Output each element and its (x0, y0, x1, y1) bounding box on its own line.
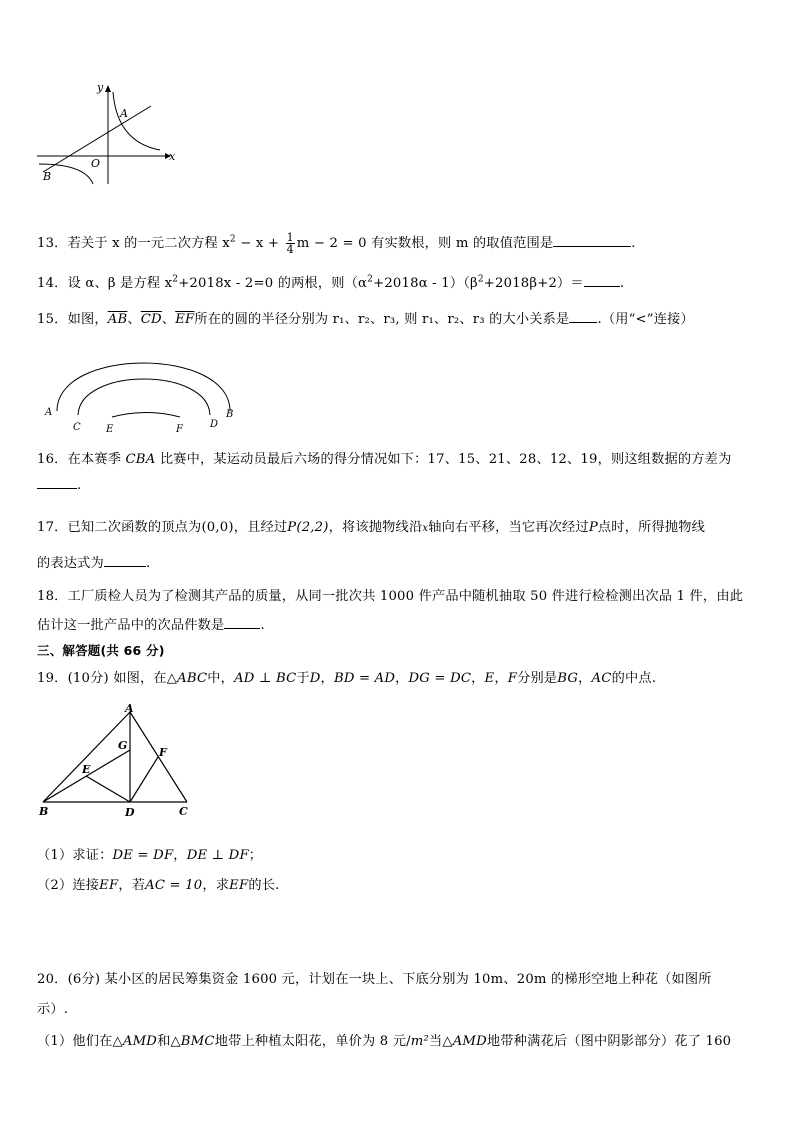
question-20: 20．(6分) 某小区的居民筹集资金 1600 元，计划在一块上、下底分别为 10m、20m 的梯形空地上种花（如图所 (37, 972, 712, 987)
question-14: 14．设 α、β 是方程 $x^2+2018x - 2=0$ 的两根，则$(\alpha^2+2018\alpha - 1)(\beta^2+2018\beta+2)=$ . (37, 274, 625, 291)
question-18-line2: 估计这一批产品中的次品件数是 . (37, 618, 265, 633)
vertex-e: E (82, 763, 91, 776)
arc-label-b: B (226, 409, 234, 420)
question-19-part2: （2）连接EF，若AC = 10，求EF的长. (37, 878, 280, 893)
question-17-line2: 的表达式为 . (37, 556, 151, 571)
arc-label-a: A (45, 407, 53, 418)
question-20-line2: 示）. (37, 1002, 69, 1017)
arc-label-d: D (210, 419, 219, 430)
answer-blank[interactable] (37, 487, 77, 489)
arc-label-c: C (73, 422, 81, 433)
arc-cd-label: $\overline{CD}$ (140, 312, 162, 327)
question-18: 18．工厂质检人员为了检测其产品的质量，从同一批次共 1000 件产品中随机抽取 50 件进行检检测出次品 1 件，由此 (37, 589, 744, 604)
hyperbola-line-graph (35, 80, 180, 185)
question-19: 19．(10分) 如图，在△ABC中，AD ⊥ BC于D，BD = AD，DG = DC，E，F分别是BG，AC的中点. (37, 671, 657, 686)
answer-blank[interactable] (104, 565, 146, 567)
question-16-answer: . (37, 478, 81, 493)
vertex-c: C (179, 805, 188, 818)
question-17: 17．已知二次函数的顶点为(0,0)，且经过P(2,2)，将该抛物线沿x轴向右平移，当它再次经过P点时，所得抛物线 (37, 520, 706, 535)
question-19-part1: （1）求证：DE = DF，DE ⊥ DF； (37, 848, 263, 863)
question-15: 15．如图，$\overline{AB}$、$\overline{CD}$、$\overline{EF}$所在的圆的半径分别为 r₁、r₂、r₃, 则 r₁、r₂、r₃ 的大小关系是 .（用“<”连接） (37, 312, 694, 327)
answer-blank[interactable] (553, 245, 631, 247)
vertex-a: A (125, 702, 134, 715)
y-axis-label: y (97, 81, 104, 94)
vertex-g: G (118, 739, 128, 752)
arc-ef-label: $\overline{EF}$ (175, 312, 195, 327)
section-title: 三、解答题(共 66 分) (37, 643, 165, 658)
arc-label-f: F (176, 424, 183, 435)
question-13: 13．若关于 x 的一元二次方程 $x^2 - x$ + $\frac{1}{4}$ m − 2 = 0 有实数根，则 m 的取值范围是 . (37, 231, 636, 256)
origin-label: O (91, 157, 101, 170)
vertex-d: D (125, 806, 135, 819)
question-16: 16．在本赛季 CBA 比赛中，某运动员最后六场的得分情况如下：17、15、21、28、12、19，则这组数据的方差为 (37, 452, 732, 467)
point-a-label: A (120, 107, 128, 120)
arc-ab-label: $\overline{AB}$ (107, 312, 128, 327)
arcs-figure (40, 337, 240, 437)
answer-blank[interactable] (584, 285, 620, 287)
point-b-label: B (43, 170, 52, 183)
answer-blank[interactable] (569, 321, 597, 323)
vertex-b: B (39, 805, 49, 818)
triangle-figure (35, 702, 200, 822)
fraction: $\frac{1}{4}$ (286, 231, 294, 256)
x-axis-label: x (169, 150, 176, 163)
question-20-part1: （1）他们在△AMD和△BMC地带上种植太阳花，单价为 8 元/m²当△AMD地带种满花后（图中阴影部分）花了 160 (37, 1034, 732, 1049)
vertex-f: F (159, 746, 167, 759)
arc-label-e: E (106, 424, 114, 435)
answer-blank[interactable] (224, 627, 260, 629)
